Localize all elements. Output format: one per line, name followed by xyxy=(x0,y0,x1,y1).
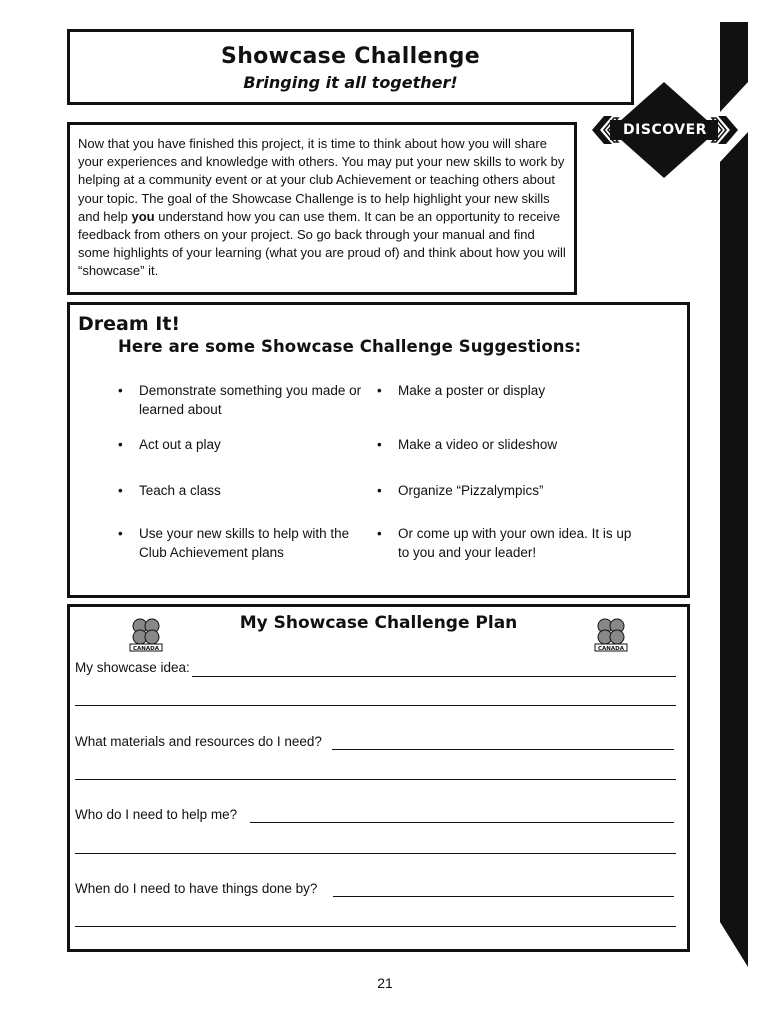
answer-line[interactable] xyxy=(192,676,676,677)
answer-line[interactable] xyxy=(332,749,674,750)
suggestion-item xyxy=(377,524,633,562)
intro-text-2: understand how you can use them. It can be an opportunity to receive feedback from others on your project. So go back through your manual and find some highlights of your learning (what you are proud of) and think about how you will “showcase” it. xyxy=(78,208,566,279)
question-showcase-idea: My showcase idea: xyxy=(75,660,190,675)
clover-logo-icon xyxy=(126,613,166,653)
suggestion-item xyxy=(377,435,633,454)
suggestions-heading: Here are some Showcase Challenge Suggestions: xyxy=(118,337,582,356)
answer-line[interactable] xyxy=(75,926,676,927)
intro-text-1: Now that you have finished this project, it is time to think about how you will share your experiences and knowledge with others. You may put your new skills to work by helping at a community event or at your club Achievement or teaching others about your topic. The goal of the Showcase Challenge is to help highlight your new skills and help xyxy=(78,136,565,224)
bullet: • xyxy=(377,483,382,498)
dream-box xyxy=(67,302,690,598)
question-deadline: When do I need to have things done by? xyxy=(75,881,318,896)
bullet: • xyxy=(118,483,123,498)
plan-box xyxy=(67,604,690,952)
suggestion-item xyxy=(377,381,633,400)
plan-title: My Showcase Challenge Plan xyxy=(239,613,518,633)
question-materials: What materials and resources do I need? xyxy=(75,734,322,749)
answer-line[interactable] xyxy=(75,853,676,854)
logo-lettering: CANADA xyxy=(133,646,159,652)
discover-label: DISCOVER xyxy=(623,122,707,138)
suggestion-item xyxy=(118,435,374,454)
bullet: • xyxy=(118,526,123,541)
clover-logo-icon xyxy=(591,613,631,653)
suggestion-item xyxy=(118,381,374,419)
answer-line[interactable] xyxy=(75,779,676,780)
suggestion-text: Demonstrate something you made or learned about xyxy=(139,383,362,417)
answer-line[interactable] xyxy=(333,896,674,897)
title-box xyxy=(67,29,634,105)
bullet: • xyxy=(118,437,123,452)
suggestion-item xyxy=(118,481,374,500)
bullet: • xyxy=(377,526,382,541)
suggestion-text: Teach a class xyxy=(139,483,221,498)
bullet: • xyxy=(118,383,123,398)
answer-line[interactable] xyxy=(75,705,676,706)
intro-bold: you xyxy=(131,208,155,224)
side-bar xyxy=(720,22,748,967)
page-title: Showcase Challenge xyxy=(221,44,480,69)
suggestion-text: Use your new skills to help with the Club Achievement plans xyxy=(139,526,350,560)
answer-line[interactable] xyxy=(250,822,674,823)
suggestion-text: Make a video or slideshow xyxy=(398,437,558,452)
bullet: • xyxy=(377,383,382,398)
suggestion-item xyxy=(118,524,374,562)
dream-title: Dream It! xyxy=(78,313,181,335)
page-subtitle: Bringing it all together! xyxy=(243,73,458,92)
page-number: 21 xyxy=(377,975,393,991)
suggestion-item xyxy=(377,481,633,500)
suggestion-text: Act out a play xyxy=(139,437,221,452)
suggestion-text: Make a poster or display xyxy=(398,383,546,398)
intro-box xyxy=(67,122,577,295)
bullet: • xyxy=(377,437,382,452)
suggestion-text: Or come up with your own idea. It is up to you and your leader! xyxy=(398,526,632,560)
intro-paragraph xyxy=(78,135,566,281)
suggestion-text: Organize “Pizzalympics” xyxy=(398,483,544,498)
logo-lettering: CANADA xyxy=(598,646,624,652)
question-helpers: Who do I need to help me? xyxy=(75,807,238,822)
